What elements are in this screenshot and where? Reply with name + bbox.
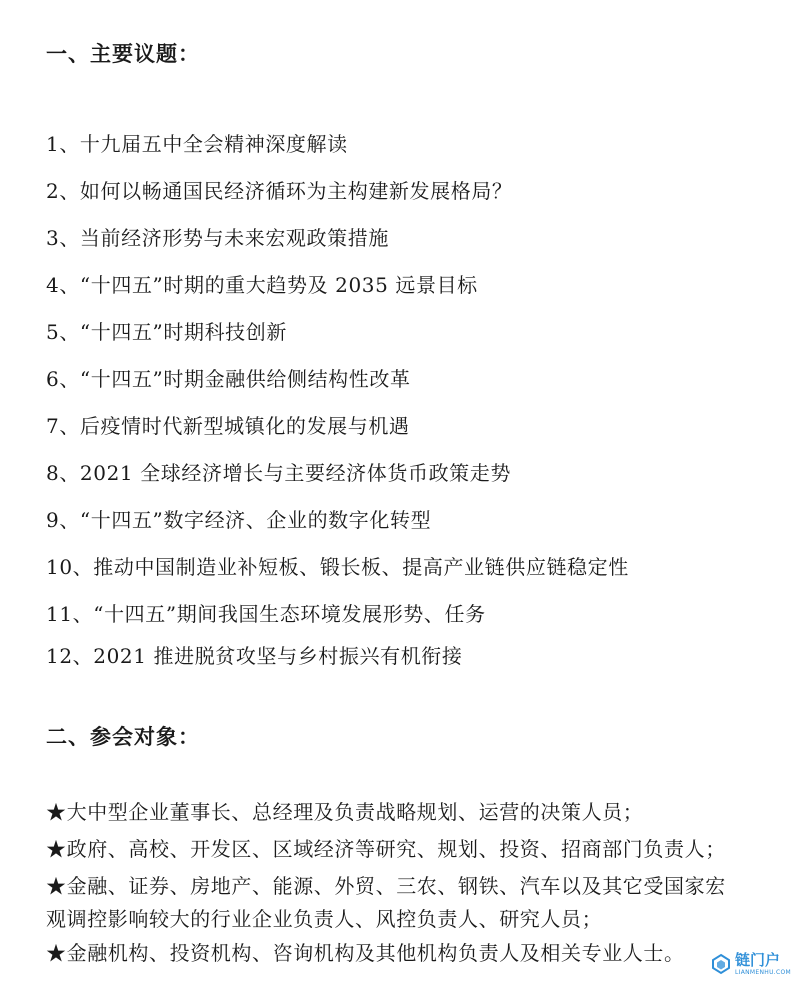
watermark-title: 链门户 xyxy=(735,950,781,969)
audience-item-1: ★大中型企业董事长、总经理及负责战略规划、运营的决策人员； xyxy=(46,800,644,824)
watermark-logo xyxy=(710,950,792,978)
watermark-subtitle: LIANMENHU.COM xyxy=(735,968,791,976)
topic-item-4: 4、“十四五”时期的重大趋势及 2035 远景目标 xyxy=(46,273,478,297)
topic-item-8: 8、2021 全球经济增长与主要经济体货币政策走势 xyxy=(46,461,511,485)
topic-item-1: 1、十九届五中全会精神深度解读 xyxy=(46,132,348,156)
topic-item-3: 3、当前经济形势与未来宏观政策措施 xyxy=(46,226,389,250)
topic-item-5: 5、“十四五”时期科技创新 xyxy=(46,320,287,344)
topic-item-9: 9、“十四五”数字经济、企业的数字化转型 xyxy=(46,508,432,532)
topic-item-6: 6、“十四五”时期金融供给侧结构性改革 xyxy=(46,367,411,391)
topic-item-12: 12、2021 推进脱贫攻坚与乡村振兴有机衔接 xyxy=(46,644,463,668)
topic-item-11: 11、“十四五”期间我国生态环境发展形势、任务 xyxy=(46,602,486,626)
audience-item-2: ★政府、高校、开发区、区域经济等研究、规划、投资、招商部门负责人； xyxy=(46,837,726,861)
topic-item-10: 10、推动中国制造业补短板、锻长板、提高产业链供应链稳定性 xyxy=(46,555,629,579)
audience-item-4: ★金融机构、投资机构、咨询机构及其他机构负责人及相关专业人士。 xyxy=(46,941,685,965)
topic-item-2: 2、如何以畅通国民经济循环为主构建新发展格局？ xyxy=(46,179,513,203)
topic-item-7: 7、后疫情时代新型城镇化的发展与机遇 xyxy=(46,414,410,438)
section-heading-topics: 一、主要议题： xyxy=(46,41,200,66)
audience-item-3-continued: 观调控影响较大的行业企业负责人、风控负责人、研究人员； xyxy=(46,907,603,931)
audience-item-3: ★金融、证券、房地产、能源、外贸、三农、钢铁、汽车以及其它受国家宏 xyxy=(46,874,726,898)
section-heading-audience: 二、参会对象： xyxy=(46,724,200,749)
chain-logo-icon xyxy=(710,953,732,975)
